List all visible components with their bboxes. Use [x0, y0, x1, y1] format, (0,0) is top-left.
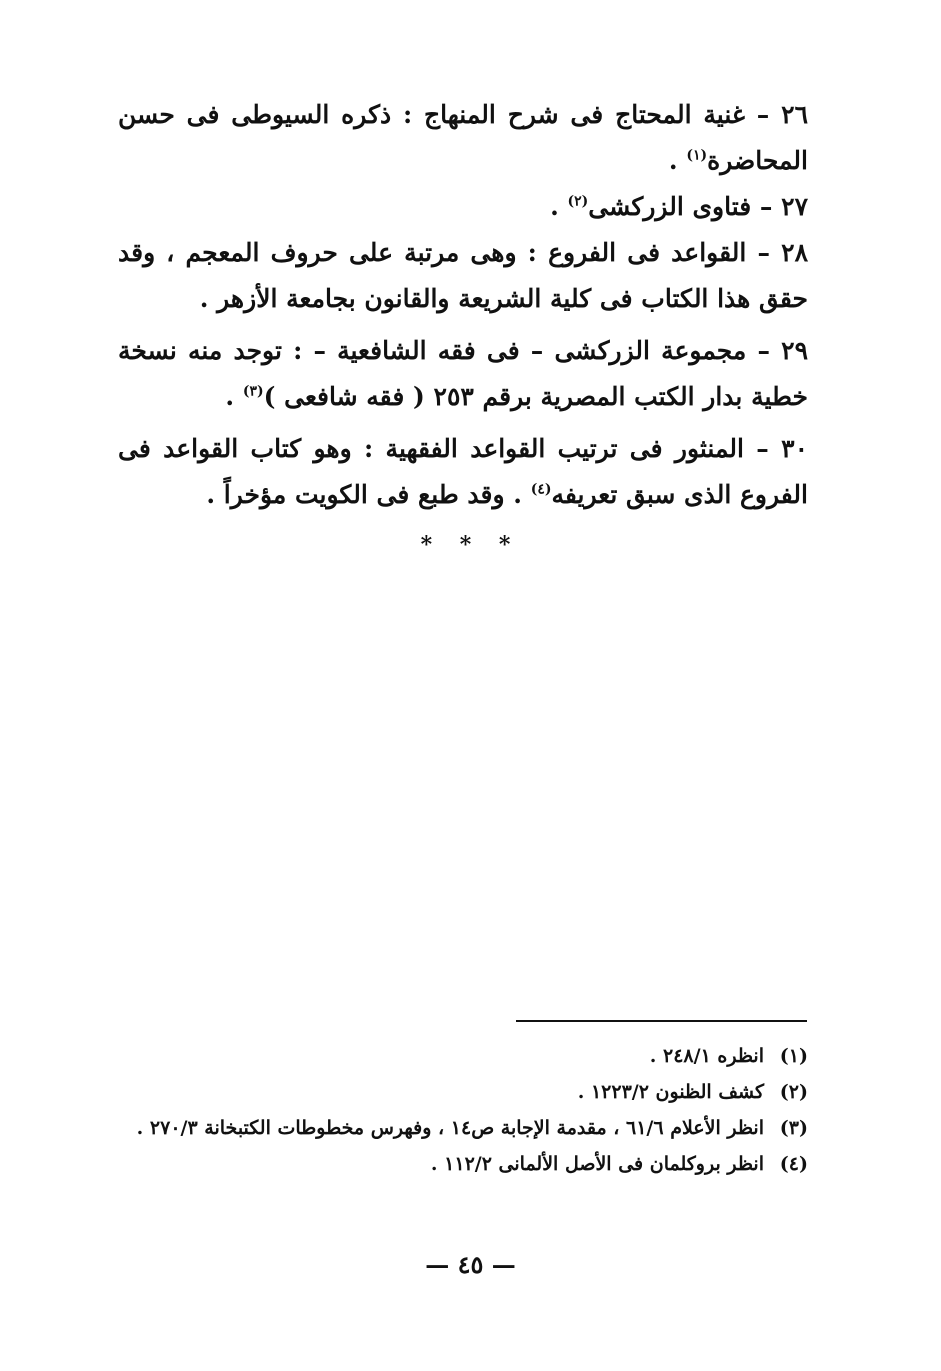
- entry-tail: . وقد طبع فى الكويت مؤخراً .: [206, 480, 531, 509]
- footnote-3: [118, 1110, 808, 1146]
- entry-text: ٢٦ – غنية المحتاج فى شرح المنهاج : ذكره السيوطى فى حسن المحاضرة: [118, 100, 808, 175]
- entry-29: [118, 328, 808, 420]
- entry-text: ٢٧ – فتاوى الزركشى: [588, 192, 808, 221]
- entry-text: ٢٨ – القواعد فى الفروع : وهى مرتبة على حروف المعجم ، وقد حقق هذا الكتاب فى كلية الشريعة والقانون بجامعة الأزهر .: [118, 238, 808, 313]
- page-number: — ٤٥ —: [425, 1250, 516, 1279]
- entry-27: [118, 184, 808, 230]
- footnotes: [118, 1038, 808, 1182]
- footnote-rule: [516, 1020, 807, 1022]
- entry-tail: .: [225, 382, 243, 411]
- entry-tail: .: [668, 146, 687, 175]
- entry-text: ٢٩ – مجموعة الزركشى – فى فقه الشافعية – : توجد منه نسخة خطية بدار الكتب المصرية برقم ٢٥٣ ( فقه شافعى ): [118, 336, 808, 411]
- footnote-text: كشف الظنون ١٢٢٣/٢ .: [577, 1081, 764, 1103]
- entry-28: [118, 230, 808, 322]
- entry-30: [118, 426, 808, 518]
- footnote-text: انظر الأعلام ٦١/٦ ، مقدمة الإجابة ص١٤ ، وفهرس مخطوطات الكتبخانة ٢٧٠/٣ .: [136, 1117, 764, 1139]
- section-separator: * * *: [420, 532, 521, 558]
- footnote-4: [118, 1146, 808, 1182]
- entry-26: [118, 92, 808, 184]
- main-text: [118, 92, 808, 518]
- footnote-number: (١): [779, 1045, 808, 1067]
- footnote-ref: (١): [686, 147, 708, 164]
- entry-text: ٣٠ – المنثور فى ترتيب القواعد الفقهية : وهو كتاب القواعد فى الفروع الذى سبق تعريفه: [118, 434, 808, 509]
- footnote-number: (٢): [779, 1081, 808, 1103]
- footnote-text: انظره ٢٤٨/١ .: [649, 1045, 764, 1067]
- footnote-ref: (٢): [567, 193, 589, 210]
- footnote-number: (٣): [779, 1117, 808, 1139]
- footnote-text: انظر بروكلمان فى الأصل الألمانى ١١٢/٢ .: [430, 1153, 764, 1175]
- footnote-2: [118, 1074, 808, 1110]
- footnote-ref: (٤): [530, 481, 552, 498]
- footnote-1: [118, 1038, 808, 1074]
- entry-tail: .: [550, 192, 568, 221]
- footnote-number: (٤): [779, 1153, 808, 1175]
- footnote-ref: (٣): [242, 383, 264, 400]
